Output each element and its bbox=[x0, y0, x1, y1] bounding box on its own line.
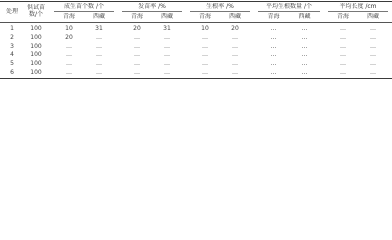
header-group-5: 平均长度 /cm bbox=[339, 3, 377, 10]
table-cell: … bbox=[66, 51, 72, 59]
group-rule-2 bbox=[122, 11, 182, 12]
table-cell: … bbox=[164, 42, 170, 50]
row-sample-count: 100 bbox=[30, 33, 42, 41]
header-group-4: 平均生根数量 /个 bbox=[266, 3, 312, 10]
table-cell: … bbox=[134, 60, 140, 68]
row-sample-count: 100 bbox=[30, 51, 42, 59]
table-cell: … bbox=[96, 33, 102, 41]
row-id: 3 bbox=[10, 42, 14, 50]
group-rule-3 bbox=[190, 11, 250, 12]
subheader-1b: 西藏 bbox=[92, 13, 105, 20]
table-cell: … bbox=[270, 25, 277, 32]
subheader-1a: 青海 bbox=[62, 13, 75, 20]
table-cell: … bbox=[134, 33, 140, 41]
table-cell: … bbox=[232, 60, 238, 68]
table-cell: … bbox=[270, 42, 277, 50]
table-cell: … bbox=[340, 25, 346, 32]
table-cell: … bbox=[164, 33, 170, 41]
table-cell: … bbox=[301, 33, 308, 41]
group-rule-1 bbox=[54, 11, 114, 12]
table-cell: … bbox=[96, 42, 102, 50]
table-cell: … bbox=[340, 33, 346, 41]
table-cell: … bbox=[66, 69, 72, 76]
table-cell: 10 bbox=[201, 25, 209, 32]
table-cell: … bbox=[301, 60, 308, 68]
table-cell: … bbox=[340, 69, 346, 76]
table-cell: … bbox=[202, 51, 208, 59]
group-rule-4 bbox=[258, 11, 320, 12]
header-group-1: 成生苗个数 /个 bbox=[64, 3, 104, 10]
table-cell: … bbox=[370, 60, 376, 68]
table-cell: … bbox=[270, 33, 277, 41]
row-id: 2 bbox=[10, 33, 14, 41]
subheader-2a: 青海 bbox=[130, 13, 143, 20]
table-cell: 31 bbox=[95, 25, 103, 32]
subheader-5a: 青海 bbox=[336, 13, 349, 20]
table-cell: … bbox=[301, 25, 308, 32]
table-cell: … bbox=[270, 69, 277, 76]
table-cell: … bbox=[270, 51, 277, 59]
table-cell: … bbox=[370, 69, 376, 76]
row-sample-count: 100 bbox=[30, 69, 42, 76]
table-cell: … bbox=[370, 25, 376, 32]
row-id: 4 bbox=[10, 51, 14, 59]
subheader-4a: 青海 bbox=[267, 13, 280, 20]
table-cell: 20 bbox=[65, 33, 73, 41]
row-sample-count: 100 bbox=[30, 42, 42, 50]
table-cell: … bbox=[370, 33, 376, 41]
table-cell: … bbox=[202, 69, 208, 76]
table-top-rule bbox=[0, 1, 392, 2]
table-cell: … bbox=[96, 60, 102, 68]
row-sample-count: 100 bbox=[30, 60, 42, 68]
table-cell: … bbox=[202, 42, 208, 50]
subheader-3b: 西藏 bbox=[228, 13, 241, 20]
group-rule-5 bbox=[328, 11, 388, 12]
table-cell: 31 bbox=[163, 25, 171, 32]
table-cell: … bbox=[370, 51, 376, 59]
table-cell: … bbox=[66, 42, 72, 50]
table-cell: … bbox=[134, 51, 140, 59]
table-cell: … bbox=[96, 69, 102, 76]
header-treatment: 处理 bbox=[5, 8, 18, 15]
header-group-2: 发苗率 /% bbox=[138, 3, 166, 10]
table-cell: … bbox=[232, 69, 238, 76]
table-cell: … bbox=[301, 42, 308, 50]
table-cell: … bbox=[96, 51, 102, 59]
row-id: 6 bbox=[10, 69, 14, 76]
subheader-3a: 青海 bbox=[198, 13, 211, 20]
table-cell: … bbox=[202, 33, 208, 41]
table-cell: … bbox=[232, 33, 238, 41]
table-cell: … bbox=[370, 42, 376, 50]
table-cell: … bbox=[232, 51, 238, 59]
table-cell: 20 bbox=[231, 25, 239, 32]
table-cell: … bbox=[164, 51, 170, 59]
table-cell: … bbox=[340, 42, 346, 50]
table-cell: … bbox=[164, 69, 170, 76]
table-cell: … bbox=[134, 42, 140, 50]
table-cell: 10 bbox=[65, 25, 73, 32]
subheader-4b: 西藏 bbox=[298, 13, 311, 20]
subheader-5b: 西藏 bbox=[366, 13, 379, 20]
header-sample-count: 供试苗 数/个 bbox=[26, 4, 45, 18]
row-id: 1 bbox=[10, 25, 14, 32]
table-header-rule bbox=[0, 22, 392, 23]
table-cell: … bbox=[270, 60, 277, 68]
subheader-2b: 西藏 bbox=[160, 13, 173, 20]
header-group-3: 生根率 /% bbox=[206, 3, 234, 10]
table-cell: … bbox=[232, 42, 238, 50]
table-cell: … bbox=[66, 60, 72, 68]
table-cell: … bbox=[202, 60, 208, 68]
row-sample-count: 100 bbox=[30, 25, 42, 32]
table-cell: 20 bbox=[133, 25, 141, 32]
table-cell: … bbox=[340, 51, 346, 59]
data-table bbox=[0, 0, 392, 80]
table-cell: … bbox=[164, 60, 170, 68]
table-cell: … bbox=[134, 69, 140, 76]
row-id: 5 bbox=[10, 60, 14, 68]
table-cell: … bbox=[301, 69, 308, 76]
table-cell: … bbox=[340, 60, 346, 68]
table-bottom-rule bbox=[0, 78, 392, 79]
table-cell: … bbox=[301, 51, 308, 59]
